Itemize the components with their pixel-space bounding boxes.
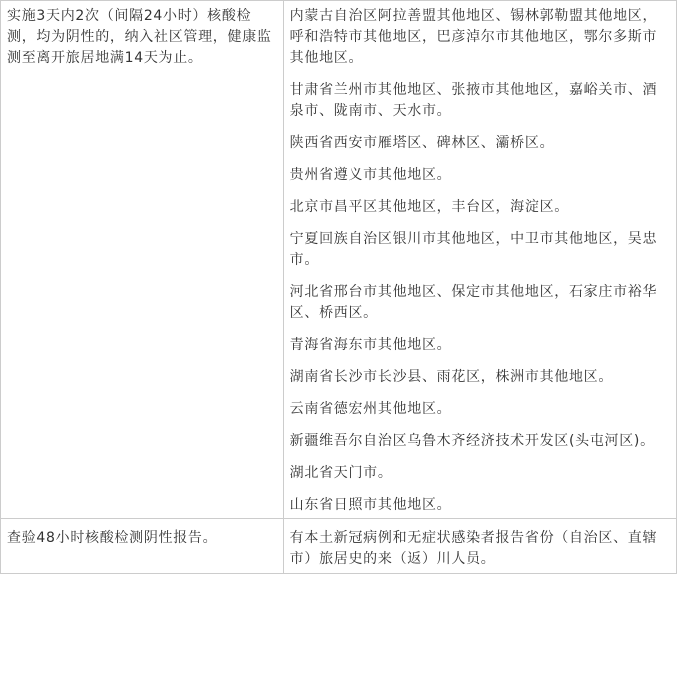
measure-cell [1,1,284,519]
region-line: 湖北省天门市。 [289,465,393,481]
region-line: 北京市昌平区其他地区，丰台区，海淀区。 [289,199,569,215]
region-line: 湖南省长沙市长沙县、雨花区，株洲市其他地区。 [289,369,614,385]
table-row [1,519,677,574]
region-line: 宁夏回族自治区银川市其他地区，中卫市其他地区，吴忠市。 [289,231,658,268]
measure-cell [1,519,284,574]
region-cell [283,519,676,574]
region-cell [283,1,676,519]
measure-text: 实施3天内2次（间隔24小时）核酸检测，均为阴性的，纳入社区管理，健康监测至离开旅居地满14天为止。 [7,8,272,66]
region-line: 甘肃省兰州市其他地区、张掖市其他地区，嘉峪关市、酒泉市、陇南市、天水市。 [289,82,658,119]
region-line: 贵州省遵义市其他地区。 [289,167,452,183]
region-line: 内蒙古自治区阿拉善盟其他地区、锡林郭勒盟其他地区，呼和浩特市其他地区，巴彦淖尔市其他地区，鄂尔多斯市其他地区。 [289,8,658,66]
measure-text: 查验48小时核酸检测阴性报告。 [7,530,218,546]
region-line: 青海省海东市其他地区。 [289,337,452,353]
region-line: 山东省日照市其他地区。 [289,497,452,513]
region-line: 河北省邢台市其他地区、保定市其他地区，石家庄市裕华区、桥西区。 [289,284,658,321]
region-line: 云南省德宏州其他地区。 [289,401,452,417]
region-line: 陕西省西安市雁塔区、碑林区、灞桥区。 [289,135,555,151]
region-line: 有本土新冠病例和无症状感染者报告省份（自治区、直辖市）旅居史的来（返）川人员。 [289,530,658,567]
table-row [1,1,677,519]
region-line: 新疆维吾尔自治区乌鲁木齐经济技术开发区(头屯河区)。 [289,433,655,449]
